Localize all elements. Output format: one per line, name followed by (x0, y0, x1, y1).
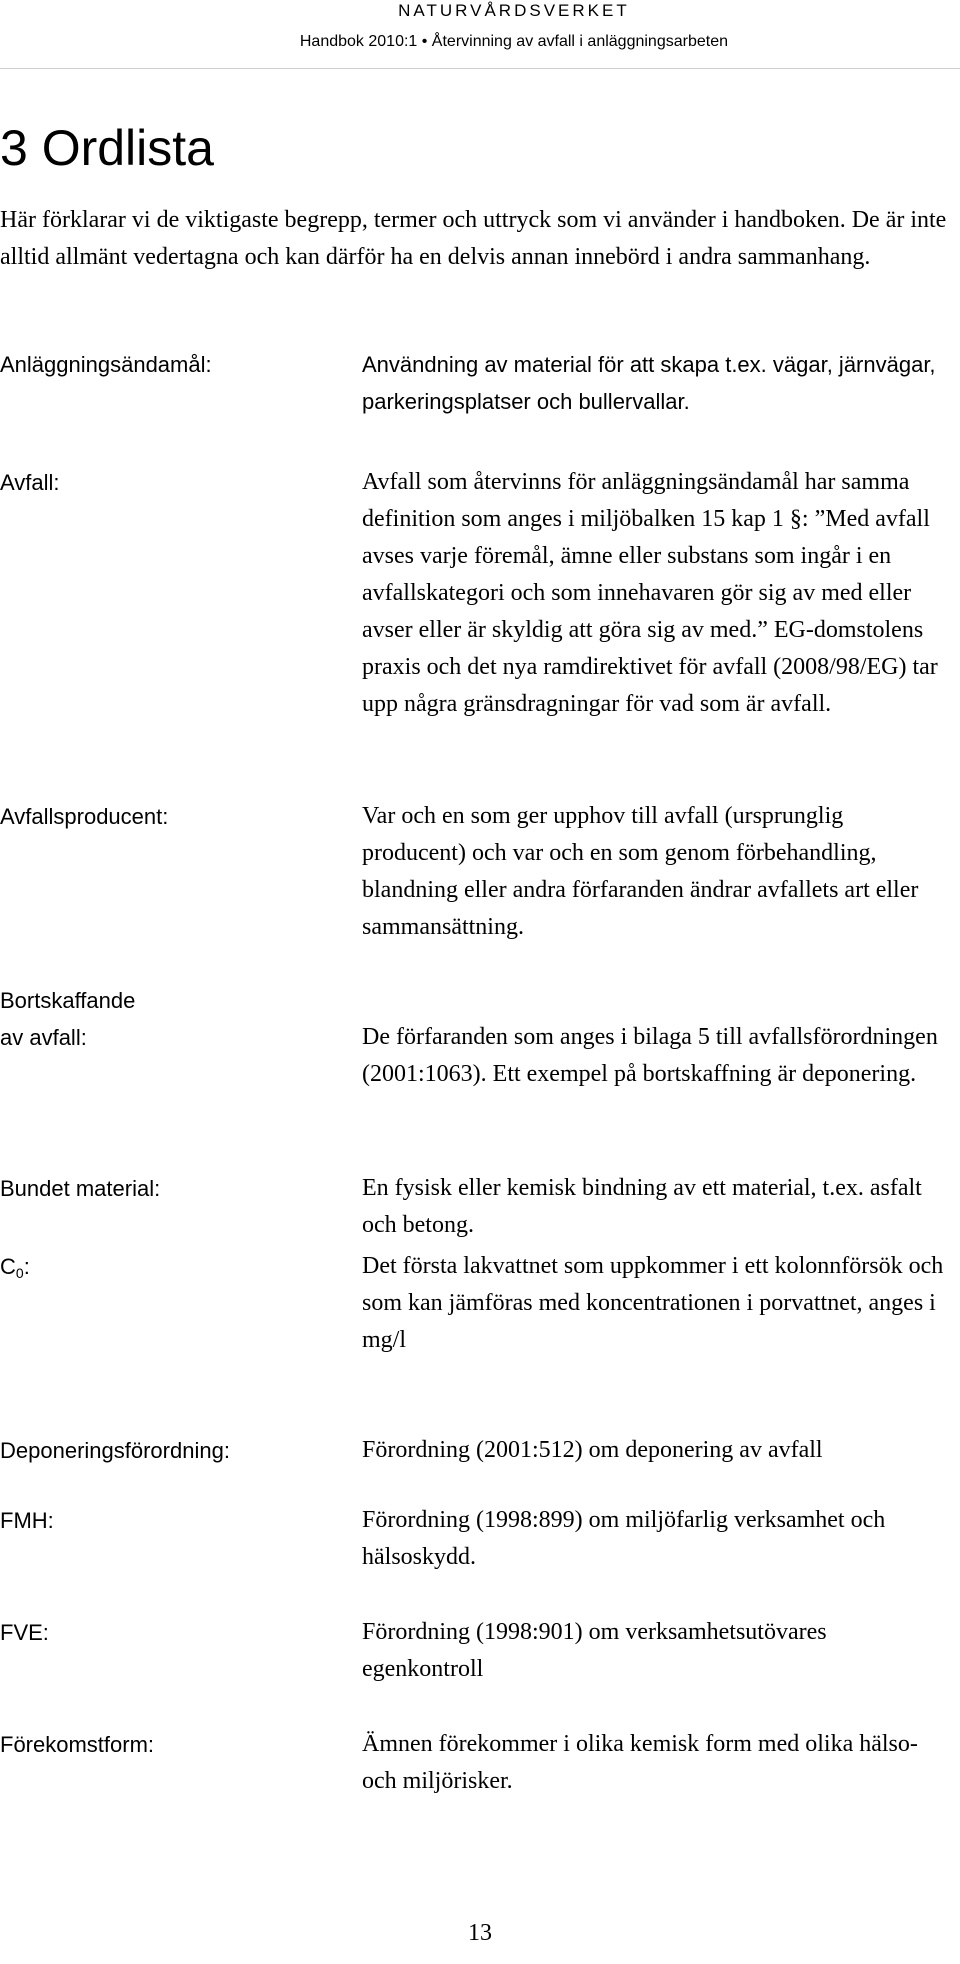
glossary-term (0, 1248, 350, 1285)
glossary-definition: Avfall som återvinns för anläggningsändamål har samma definition som anges i miljöbalken 15 kap 1 §: ”Med avfall avses varje föremål, ämne eller substans som ingår i en avfallskategori och som innehavaren gör sig av med eller avser eller är skyldig att göra sig av med.” EG-domstolens praxis och det nya ramdirektivet för avfall (2008/98/EG) tar upp några gränsdragningar för vad som är avfall. (362, 469, 938, 717)
glossary-definition: Det första lakvattnet som uppkommer i ett kolonnförsök och som kan jämföras med koncentrationen i porvattnet, anges i mg/l (362, 1253, 944, 1353)
glossary-term: Deponeringsförordning: (0, 1438, 230, 1463)
glossary-definition: Förordning (2001:512) om deponering av avfall (362, 1437, 823, 1463)
glossary-definition: Ämnen förekommer i olika kemisk form med olika hälso- och miljörisker. (362, 1731, 918, 1794)
header-divider (0, 68, 960, 69)
term-suffix: : (23, 1254, 30, 1279)
glossary-term (0, 982, 350, 1056)
term-symbol: C (0, 1254, 16, 1279)
glossary-definition: Användning av material för att skapa t.ex. vägar, järnvägar, parkeringsplatser och bullervallar. (362, 352, 936, 414)
glossary-term: Avfallsproducent: (0, 804, 169, 829)
page-header (300, 0, 728, 54)
chapter-intro: Här förklarar vi de viktigaste begrepp, termer och uttryck som vi använder i handboken. De är inte alltid allmänt vedertagna och kan därför ha en delvis annan innebörd i andra sammanhang. (0, 207, 947, 270)
glossary-definition: En fysisk eller kemisk bindning av ett material, t.ex. asfalt och betong. (362, 1175, 922, 1238)
glossary-definition: Var och en som ger upphov till avfall (ursprunglig producent) och var och en som genom förbehandling, blandning eller andra förfaranden ändrar avfallets art eller sammansättning. (362, 803, 919, 940)
glossary-term: Förekomstform: (0, 1732, 155, 1757)
glossary-term: FMH: (0, 1508, 54, 1533)
glossary-definition: De förfaranden som anges i bilaga 5 till avfallsförordningen (2001:1063). Ett exempel på bortskaffning är deponering. (362, 1024, 938, 1087)
glossary-definition: Förordning (1998:901) om verksamhetsutövares egenkontroll (362, 1619, 827, 1682)
agency-name: NATURVÅRDSVERKET (398, 1, 630, 20)
glossary-term-line: av avfall: (0, 1025, 87, 1050)
term-subscript: 0 (15, 1265, 24, 1281)
chapter-title: 3 Ordlista (0, 120, 214, 176)
glossary-term: FVE: (0, 1620, 49, 1645)
page-number: 13 (468, 1920, 492, 1946)
glossary-definition: Förordning (1998:899) om miljöfarlig verksamhet och hälsoskydd. (362, 1507, 886, 1570)
glossary-term: Anläggningsändamål: (0, 352, 212, 377)
glossary-term: Bundet material: (0, 1176, 161, 1201)
handbook-subtitle: Handbok 2010:1 • Återvinning av avfall i anläggningsarbeten (299, 33, 728, 50)
glossary-term: Avfall: (0, 470, 60, 495)
glossary-term-line: Bortskaffande (0, 988, 136, 1013)
